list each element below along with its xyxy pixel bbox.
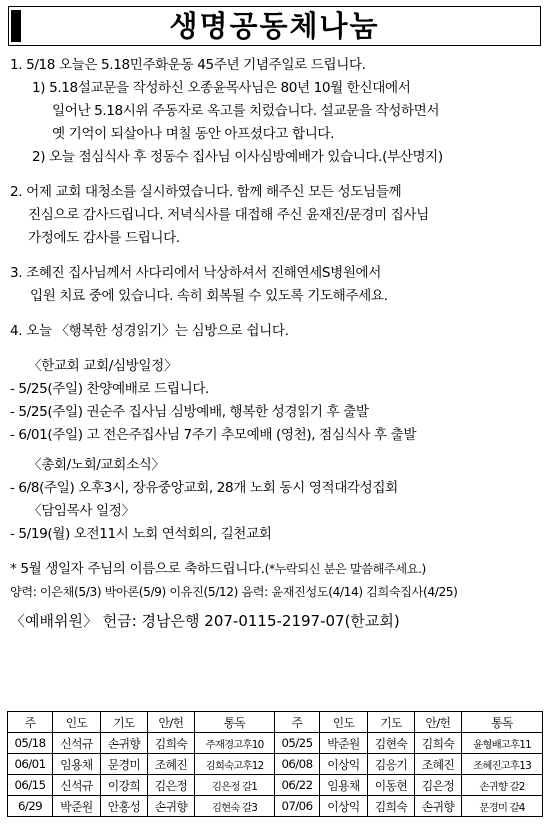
title-bar — [8, 6, 541, 46]
table-cell: 07/06 — [275, 796, 320, 817]
table-cell: 주재경고후10 — [195, 733, 275, 754]
birthday-message: * 5월 생일자 주님의 이름으로 축하드립니다. — [10, 561, 265, 577]
item-1-sub-1-line-1: 1) 5.18설교문을 작성하신 오종윤목사님은 80년 10월 한신대에서 — [32, 80, 411, 96]
table-cell: 조혜진고후13 — [462, 754, 543, 775]
table-cell: 김응기 — [368, 754, 415, 775]
table-row — [8, 796, 543, 817]
table-cell: 조혜진 — [148, 754, 195, 775]
offering-account: 헌금: 경남은행 207-0115-2197-07(한교회) — [102, 612, 400, 630]
table-cell: 김현숙 — [368, 733, 415, 754]
table-cell: 06/22 — [275, 775, 320, 796]
table-cell: 박준원 — [53, 796, 101, 817]
table-cell: 김현숙 갈3 — [195, 796, 275, 817]
table-cell: 임용채 — [53, 754, 101, 775]
table-cell: 조혜진 — [415, 754, 462, 775]
table-cell: 윤형배고후11 — [462, 733, 543, 754]
table-cell: 임용채 — [320, 775, 368, 796]
schedule-row: - 6/01(주일) 고 전은주집사님 7주기 추모예배 (영천), 점심식사 후 출발 — [10, 427, 417, 443]
item-4-line-1: 4. 오늘 〈행복한 성경읽기〉는 심방으로 쉽니다. — [10, 323, 289, 339]
table-cell: 신석규 — [53, 733, 101, 754]
header-leader: 인도 — [53, 712, 101, 733]
committee-line — [10, 608, 544, 634]
table-cell: 문경미 — [101, 754, 148, 775]
header-reading: 통독 — [195, 712, 275, 733]
schedule-heading: 〈한교회 교회/심방일정〉 — [28, 358, 178, 374]
table-cell: 06/15 — [8, 775, 53, 796]
table-cell: 05/18 — [8, 733, 53, 754]
table-row — [8, 775, 543, 796]
table-cell: 김은정 갈1 — [195, 775, 275, 796]
table-cell: 06/08 — [275, 754, 320, 775]
schedule-row: - 5/25(주일) 찬양예배로 드립니다. — [10, 381, 209, 397]
birthday-note: (*누락되신 분은 말씀해주세요.) — [264, 562, 426, 576]
table-cell: 김희숙 — [368, 796, 415, 817]
item-1-sub-1-line-3: 옛 기억이 되살아나 며칠 동안 아프셨다고 합니다. — [52, 126, 335, 142]
header-reading: 통독 — [462, 712, 543, 733]
table-cell: 손귀향 갈2 — [462, 775, 543, 796]
table-cell: 박준원 — [320, 733, 368, 754]
item-1-line-1: 1. 5/18 오늘은 5.18민주화운동 45주년 기념주일로 드립니다. — [10, 57, 366, 73]
table-cell: 김희숙 — [148, 733, 195, 754]
header-usher: 안/헌 — [415, 712, 462, 733]
table-cell: 김희숙 — [415, 733, 462, 754]
table-cell: 이상익 — [320, 796, 368, 817]
item-3-line-2: 입원 치료 중에 있습니다. 속히 회복될 수 있도록 기도해주세요. — [30, 288, 388, 304]
table-cell: 안홍성 — [101, 796, 148, 817]
table-cell: 손귀향 — [148, 796, 195, 817]
table-cell: 이상익 — [320, 754, 368, 775]
table-cell: 05/25 — [275, 733, 320, 754]
header-prayer: 기도 — [368, 712, 415, 733]
table-cell: 6/29 — [8, 796, 53, 817]
table-header-row — [8, 712, 543, 733]
duty-roster-table — [7, 711, 543, 817]
table-cell: 이동현 — [368, 775, 415, 796]
table-row — [8, 733, 543, 754]
table-cell: 06/01 — [8, 754, 53, 775]
pastor-heading: 〈담임목사 일정〉 — [28, 503, 135, 519]
committee-label: 〈예배위원〉 — [10, 612, 98, 630]
page-title: 생명공동체나눔 — [169, 9, 380, 43]
item-3-line-1: 3. 조혜진 집사님께서 사다리에서 낙상하셔서 진해연세S병원에서 — [10, 265, 382, 281]
header-prayer: 기도 — [101, 712, 148, 733]
item-2-line-2: 진심으로 감사드립니다. 저녁식사를 대접해 주신 윤재진/문경미 집사님 — [28, 207, 429, 223]
table-cell: 문경미 갈4 — [462, 796, 543, 817]
table-cell: 신석규 — [53, 775, 101, 796]
header-usher: 안/헌 — [148, 712, 195, 733]
item-1-sub-2: 2) 오늘 점심식사 후 정동수 집사님 이사심방예배가 있습니다.(부산명지) — [32, 149, 443, 165]
item-1-sub-1-line-2: 일어난 5.18시위 주동자로 옥고를 치렀습니다. 설교문을 작성하면서 — [52, 103, 440, 119]
header-week: 주 — [8, 712, 53, 733]
header-leader: 인도 — [320, 712, 368, 733]
birthday-line — [10, 558, 544, 581]
table-cell: 손귀향 — [415, 796, 462, 817]
pastor-row: - 5/19(월) 오전11시 노회 연석회의, 길천교회 — [10, 526, 272, 542]
table-row — [8, 754, 543, 775]
table-cell: 김은정 — [415, 775, 462, 796]
presbytery-row: - 6/8(주일) 오후3시, 장유중앙교회, 28개 노회 동시 영적대각성집회 — [10, 480, 398, 496]
announcements — [10, 54, 544, 634]
schedule-row: - 5/25(주일) 권순주 집사님 심방예배, 행복한 성경읽기 후 출발 — [10, 404, 369, 420]
table-cell: 이강희 — [101, 775, 148, 796]
item-2-line-3: 가정에도 감사를 드립니다. — [28, 230, 180, 246]
header-week: 주 — [275, 712, 320, 733]
table-cell: 김희숙고후12 — [195, 754, 275, 775]
presbytery-heading: 〈총회/노회/교회소식〉 — [28, 457, 165, 473]
table-cell: 김은정 — [148, 775, 195, 796]
table-cell: 손귀향 — [101, 733, 148, 754]
item-2-line-1: 2. 어제 교회 대청소를 실시하였습니다. 함께 해주신 모든 성도님들께 — [10, 184, 402, 200]
birthday-list: 양력: 이은채(5/3) 박아론(5/9) 이유진(5/12) 음력: 윤재진성도(4/14) 김희숙집사(4/25) — [10, 585, 458, 599]
